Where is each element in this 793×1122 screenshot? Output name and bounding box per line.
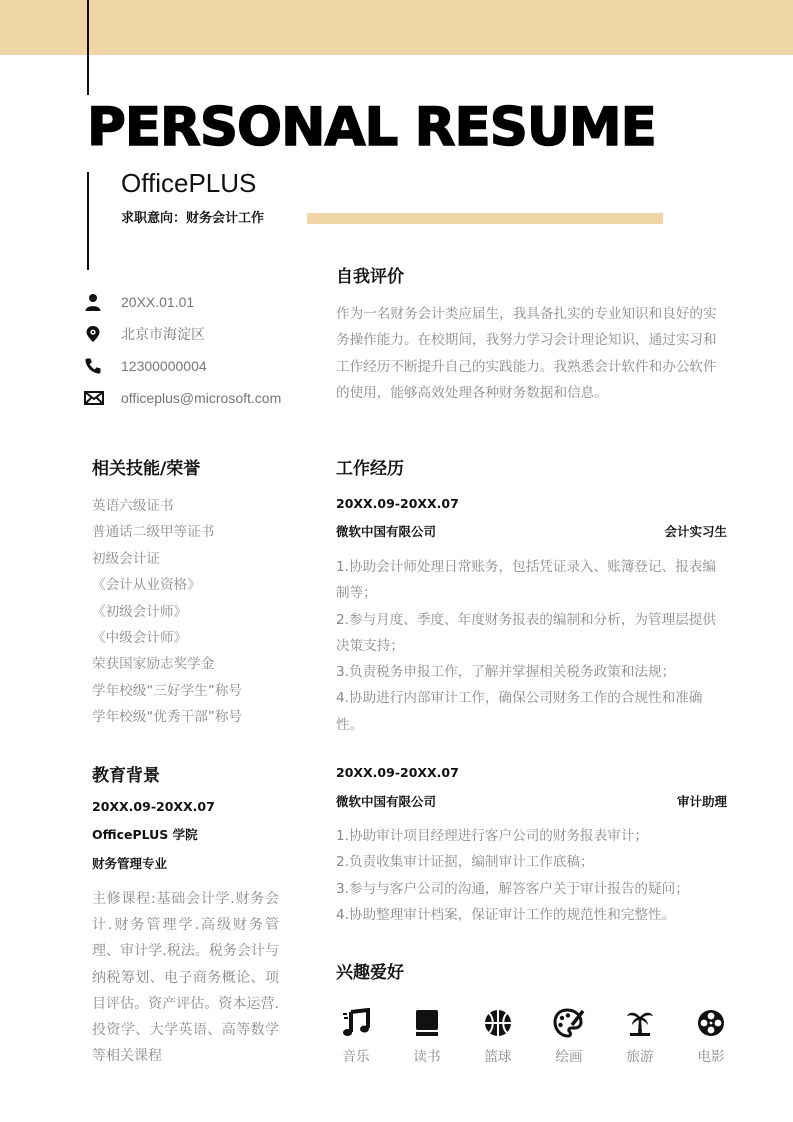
job-1-role: 会计实习生 bbox=[664, 524, 727, 539]
contact-row-email bbox=[84, 382, 314, 414]
contact-phone: 12300000004 bbox=[121, 358, 207, 374]
contact-row-birthdate bbox=[84, 286, 314, 318]
duty-item: 4.协助进行内部审计工作，确保公司财务工作的合规性和准确性。 bbox=[336, 690, 703, 733]
job-1-header bbox=[336, 524, 727, 540]
skill-item: 学年校级“三好学生”称号 bbox=[92, 682, 243, 699]
hobby-label: 读书 bbox=[413, 1049, 441, 1065]
hobby-basketball bbox=[478, 1006, 518, 1066]
education-period: 20XX.09-20XX.07 bbox=[92, 799, 215, 814]
skill-item: 英语六级证书 bbox=[92, 498, 174, 514]
work-experience-title: 工作经历 bbox=[336, 459, 404, 479]
hobby-music bbox=[336, 1006, 376, 1066]
hobby-label: 绘画 bbox=[555, 1049, 583, 1065]
skill-item: 《会计从业资格》 bbox=[92, 577, 201, 594]
duty-item: 1.协助会计师处理日常账务，包括凭证录入、账簿登记、报表编制等； bbox=[336, 559, 716, 602]
contact-location: 北京市海淀区 bbox=[121, 326, 205, 342]
skill-item: 初级会计证 bbox=[92, 550, 160, 567]
duty-item: 4.协助整理审计档案，保证审计工作的规范性和完整性。 bbox=[336, 906, 676, 923]
contact-row-location bbox=[84, 318, 314, 350]
decorative-vertical-line-middle bbox=[87, 172, 89, 270]
palette-icon bbox=[553, 1006, 585, 1040]
job-2-duties bbox=[336, 823, 728, 928]
duty-item: 1.协助审计项目经理进行客户公司的财务报表审计； bbox=[336, 828, 649, 844]
hobbies-title: 兴趣爱好 bbox=[336, 963, 404, 983]
hobby-label: 电影 bbox=[697, 1049, 725, 1065]
skill-item: 《初级会计师》 bbox=[92, 603, 188, 620]
education-courses: 主修课程:基础会计学.财务会计.财务管理学.高级财务管理、审计学.税法。税务会计与纳税筹划、电子商务概论、项目评估。资产评估。资本运营.投资学、大学英语、高等数学等相关课程 bbox=[92, 891, 279, 1065]
education-major: 财务管理专业 bbox=[92, 856, 168, 871]
hobby-reading bbox=[407, 1006, 447, 1066]
location-pin-icon bbox=[84, 325, 121, 343]
hobby-painting bbox=[549, 1006, 589, 1066]
skill-item: 荣获国家励志奖学金 bbox=[92, 656, 215, 673]
resume-headline: PERSONAL RESUME bbox=[87, 97, 656, 158]
film-reel-icon bbox=[696, 1006, 726, 1040]
job-2-role: 审计助理 bbox=[676, 794, 727, 809]
contact-row-phone bbox=[84, 350, 314, 382]
duty-item: 2.参与月度、季度、年度财务报表的编制和分析，为管理层提供决策支持； bbox=[336, 611, 716, 654]
skills-title: 相关技能/荣誉 bbox=[92, 459, 201, 479]
candidate-name: OfficePLUS bbox=[121, 168, 257, 198]
job-1-company: 微软中国有限公司 bbox=[336, 524, 437, 539]
hobbies-list bbox=[336, 1006, 731, 1066]
job-2-company: 微软中国有限公司 bbox=[336, 794, 437, 809]
phone-icon bbox=[84, 357, 121, 375]
duty-item: 3.参与与客户公司的沟通，解答客户关于审计报告的疑问； bbox=[336, 880, 689, 897]
education-school: OfficePLUS 学院 bbox=[92, 827, 198, 842]
hobby-label: 旅游 bbox=[626, 1049, 654, 1065]
hobby-label: 音乐 bbox=[342, 1049, 370, 1065]
hobby-label: 篮球 bbox=[484, 1049, 512, 1065]
person-icon bbox=[84, 293, 121, 311]
envelope-icon bbox=[84, 391, 121, 405]
skill-item: 《中级会计师》 bbox=[92, 630, 188, 647]
accent-bar bbox=[307, 213, 663, 224]
palm-tree-icon bbox=[625, 1006, 655, 1040]
skill-item: 学年校级“优秀干部”称号 bbox=[92, 709, 243, 726]
job-objective: 求职意向：财务会计工作 bbox=[121, 211, 265, 226]
music-note-icon bbox=[341, 1006, 371, 1040]
hobby-travel bbox=[620, 1006, 660, 1066]
self-evaluation-text: 作为一名财务会计类应届生，我具备扎实的专业知识和良好的实务操作能力。在校期间，我努力学习会计理论知识，通过实习和工作经历不断提升自己的实践能力。我熟悉会计软件和办公软件的使用，能够高效处理各种财务数据和信息。 bbox=[336, 306, 717, 401]
duty-item: 3.负责税务申报工作，了解并掌握相关税务政策和法规； bbox=[336, 664, 676, 681]
contact-birthdate: 20XX.01.01 bbox=[121, 294, 195, 310]
contact-info bbox=[84, 286, 314, 414]
education-title: 教育背景 bbox=[92, 766, 160, 786]
hobby-movie bbox=[691, 1006, 731, 1066]
skills-list bbox=[92, 493, 242, 731]
decorative-vertical-line-top bbox=[87, 0, 89, 95]
job-2-period: 20XX.09-20XX.07 bbox=[336, 765, 459, 780]
self-evaluation-title: 自我评价 bbox=[336, 267, 404, 287]
job-1-duties bbox=[336, 554, 728, 738]
contact-email: officeplus@microsoft.com bbox=[121, 390, 282, 406]
basketball-icon bbox=[483, 1006, 513, 1040]
book-icon bbox=[413, 1006, 441, 1040]
skill-item: 普通话二级甲等证书 bbox=[92, 524, 215, 541]
job-1-period: 20XX.09-20XX.07 bbox=[336, 496, 459, 511]
duty-item: 2.负责收集审计证据，编制审计工作底稿； bbox=[336, 854, 594, 871]
top-accent-band bbox=[0, 0, 793, 55]
job-2-header bbox=[336, 794, 727, 810]
